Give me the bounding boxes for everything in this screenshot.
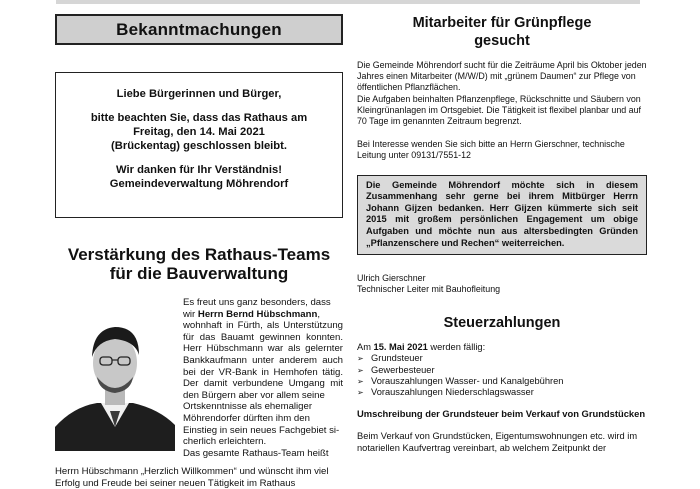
portrait-photo (55, 299, 175, 451)
tax-list (357, 353, 647, 399)
tax-item-label: Vorauszahlungen Wasser- und Kanalgebühren (371, 376, 564, 386)
list-item (357, 387, 647, 398)
thanks-box: Die Gemeinde Möhrendorf möchte sich in diesem Zusammenhang sehr gerne bei ihrem Mitbürger Herrn Johann Gijzen bedanken. Herr Gijzen kümmerte sich seit 2015 mit großem persönlichen Engagement um obige Aufgaben und möchte nun aus altersbedingten Gründen „Pflanzenschere und Rechen“ weiterreichen. (357, 175, 647, 256)
arrow-bullet-icon: ➢ (357, 377, 364, 386)
signature-name: Ulrich Gierschner (357, 273, 426, 284)
section-banner: Bekanntmachungen (55, 14, 343, 45)
article-person-name: Herrn Bernd Hübschmann (197, 308, 318, 320)
tax-due-line (357, 342, 647, 354)
arrow-bullet-icon: ➢ (357, 365, 364, 375)
article-intro-suffix: , (317, 308, 321, 320)
arrow-bullet-icon: ➢ (357, 388, 364, 398)
article-line-5: cherlich erleichtern. (183, 436, 267, 448)
article-title-line-2: für die Bauverwaltung (109, 264, 289, 283)
job-title (357, 14, 647, 50)
article-tail-line-1: Herrn Hübschmann „Herzlich Willkommen“ und wünscht ihm viel (55, 466, 329, 477)
top-rule (56, 0, 640, 4)
tax-item-label: Gewerbesteuer (371, 364, 435, 375)
tax-last-paragraph: Beim Verkauf von Grundstücken, Eigentumswohnungen etc. wird im notariellen Kaufvertrag vereinbart, ab welchem Zeitpunkt der (357, 431, 638, 453)
notice-greeting: Liebe Bürgerinnen und Bürger, (116, 88, 282, 100)
article-line-1: Es freut uns ganz besonders, dass (183, 297, 331, 308)
article-intro-prefix: wir (183, 308, 198, 320)
arrow-bullet-icon: ➢ (357, 354, 364, 364)
article-paragraph: wohnhaft in Fürth, als Unterstützung für das Bauamt gewinnen konnten. Herr Hübschmann war als gelernter Bankkaufmann unter anderem auch bei der VR-Bank in Hemhofen tätig. Der damit verbundene Umgang mit den Bürgern aber vor allem seine (183, 320, 343, 401)
article-title-line-1: Verstärkung des Rathaus-Teams (67, 245, 331, 264)
notice-line-1: bitte beachten Sie, dass das Rathaus am (90, 112, 308, 124)
article-intro (183, 309, 343, 321)
notice-line-2: Freitag, den 14. Mai 2021 (133, 126, 265, 138)
signature-block (357, 273, 647, 295)
notice-signature: Gemeindeverwaltung Möhrendorf (109, 178, 289, 190)
article-team-line: Das gesamte Rathaus-Team heißt (183, 447, 329, 459)
tax-due-prefix: Am (357, 341, 374, 352)
job-intro: Die Gemeinde Möhrendorf sucht für die Zeiträume April bis Oktober jeden Jahres einen Mitarbeiter (M/W/D) mit „grünem Daumen“ zur Pflege von öffentlichen Pflanzflächen. (357, 60, 647, 93)
tax-subheading: Umschreibung der Grundsteuer beim Verkauf von Grundstücken (357, 407, 646, 419)
job-title-line-2: gesucht (474, 33, 530, 49)
list-item (357, 376, 647, 387)
tax-item-label: Vorauszahlungen Niederschlagswasser (371, 387, 534, 398)
notice-box (55, 72, 343, 218)
article-body (55, 297, 343, 489)
notice-line-3: (Brückentag) geschlossen bleibt. (111, 140, 287, 152)
signature-role: Technischer Leiter mit Bauhofleitung (357, 284, 501, 295)
left-column (55, 14, 343, 489)
article-tail (55, 466, 343, 489)
article-line-4: Einstieg in sein neues Fachgebiet si- (183, 424, 340, 436)
article-line-3: Möhrendorfer dürften ihm den (183, 412, 310, 424)
tax-due-suffix: werden fällig: (427, 341, 486, 352)
notice-thanks: Wir danken für Ihr Verständnis! (116, 164, 282, 176)
job-title-line-1: Mitarbeiter für Grünpflege (412, 15, 592, 31)
article-title (55, 245, 343, 283)
article-tail-line-2: Erfolg und Freude bei seiner neuen Tätigkeit im Rathaus (55, 477, 296, 489)
tax-title: Steuerzahlungen (443, 314, 561, 331)
article-line-2: Ortskenntnisse als ehemaliger (183, 401, 313, 413)
tax-item-label: Grundsteuer (371, 353, 423, 364)
job-contact: Bei Interesse wenden Sie sich bitte an Herrn Gierschner, technische Leitung unter 09131/7551-12 (357, 139, 625, 161)
job-tasks: Die Aufgaben beinhalten Pflanzenpflege, Rückschnitte und Säubern von Kleingrünanlagen im Ortsgebiet. Die Tätigkeit ist flexibel planbar und auf 70 Tage im genannten Zeitraum begrenzt. (357, 93, 641, 127)
list-item (357, 365, 647, 376)
tax-due-date: 15. Mai 2021 (373, 341, 428, 352)
job-description (357, 60, 647, 162)
list-item (357, 353, 647, 364)
article-column-text (183, 297, 343, 459)
right-column (357, 14, 647, 455)
